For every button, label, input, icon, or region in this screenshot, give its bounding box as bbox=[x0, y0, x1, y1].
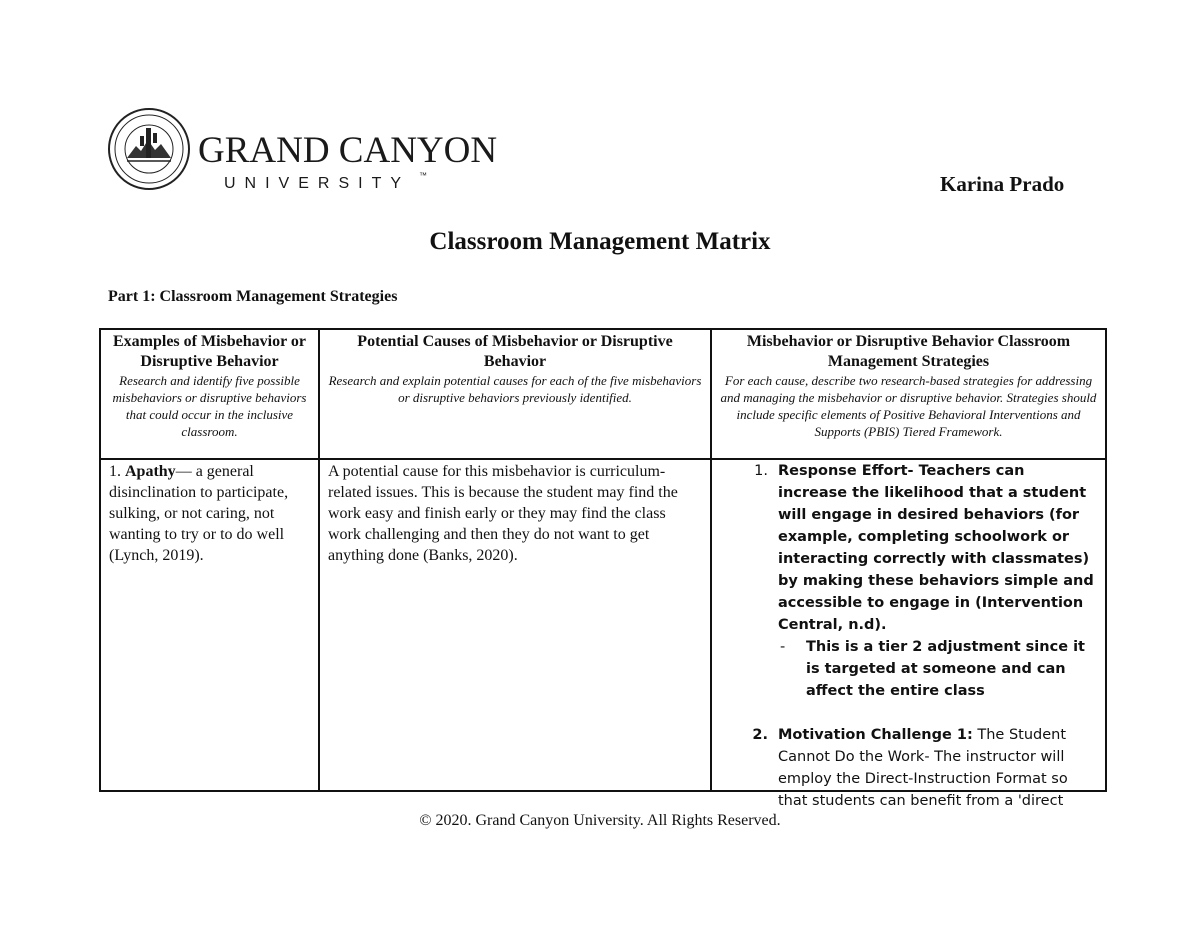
strategies-cell bbox=[711, 459, 1106, 809]
logo-name-line1: GRAND CANYON bbox=[198, 130, 498, 171]
column-title: Misbehavior or Disruptive Behavior Classroom Management Strategies bbox=[746, 333, 1071, 370]
column-instructions: Research and explain potential causes for each of the five misbehaviors or disruptive behaviors previously identified. bbox=[328, 373, 702, 405]
management-matrix-table bbox=[99, 328, 1107, 809]
sub-item-marker: - bbox=[780, 639, 786, 655]
cause-text: A potential cause for this misbehavior is curriculum-related issues. This is because the student may find the work easy and finish early or they may find the class work challenging and then they do not want to get anything done (Banks, 2020). bbox=[328, 463, 678, 564]
list-item bbox=[720, 724, 1097, 812]
logo-trademark: ™ bbox=[419, 171, 427, 180]
author-name: Karina Prado bbox=[940, 172, 1065, 196]
strategy-label: Response Effort- bbox=[778, 463, 914, 479]
strategies-list bbox=[720, 460, 1097, 809]
column-instructions: For each cause, describe two research-based strategies for addressing and managing the misbehavior or disruptive behavior. Strategies should include specific elements of Positive Behavioral Interventions and Supports (PBIS) Tiered Framework. bbox=[720, 373, 1097, 439]
logo-name-line2: UNIVERSITY bbox=[224, 175, 411, 192]
example-term: Apathy bbox=[125, 463, 176, 480]
example-number: 1. bbox=[109, 463, 121, 480]
strategy-number: 2. bbox=[752, 727, 768, 743]
sub-item-text: This is a tier 2 adjustment since it is targeted at someone and can affect the entire class bbox=[806, 639, 1085, 699]
example-definition: — a general disinclination to participate, sulking, or not caring, not wanting to try or to do well (Lynch, 2019). bbox=[109, 463, 289, 564]
strategy-text: The Student Cannot Do the Work- The instructor will employ the Direct-Instruction Format so that students can benefit from a 'direct bbox=[778, 727, 1068, 809]
column-header-examples bbox=[100, 329, 319, 459]
strategy-text: Teachers can increase the likelihood that a student will engage in desired behaviors (for example, completing schoolwork or interacting correctly with classmates) by making these behaviors simple and accessible to engage in (Intervention Central, n.d). bbox=[778, 463, 1094, 633]
column-title: Potential Causes of Misbehavior or Disruptive Behavior bbox=[357, 333, 673, 370]
example-cell bbox=[100, 459, 319, 791]
strategy-label: Motivation Challenge 1: bbox=[778, 727, 973, 743]
list-item bbox=[778, 636, 1097, 702]
document-title: Classroom Management Matrix bbox=[429, 228, 771, 255]
column-title: Examples of Misbehavior or Disruptive Behavior bbox=[112, 333, 307, 370]
table-header-row bbox=[100, 329, 1106, 459]
column-header-causes bbox=[319, 329, 711, 459]
strategy-number: 1. bbox=[754, 463, 768, 479]
column-header-strategies bbox=[711, 329, 1106, 459]
copyright-footer: © 2020. Grand Canyon University. All Rights Reserved. bbox=[419, 812, 781, 829]
list-item bbox=[720, 460, 1097, 702]
part-label: Part 1: Classroom Management Strategies bbox=[108, 288, 398, 305]
table-row bbox=[100, 459, 1106, 791]
column-instructions: Research and identify five possible misbehaviors or disruptive behaviors that could occur in the inclusive classroom. bbox=[112, 373, 307, 439]
gcu-seal-logo-icon bbox=[108, 106, 498, 192]
cause-cell bbox=[319, 459, 711, 791]
university-logo bbox=[108, 106, 498, 192]
